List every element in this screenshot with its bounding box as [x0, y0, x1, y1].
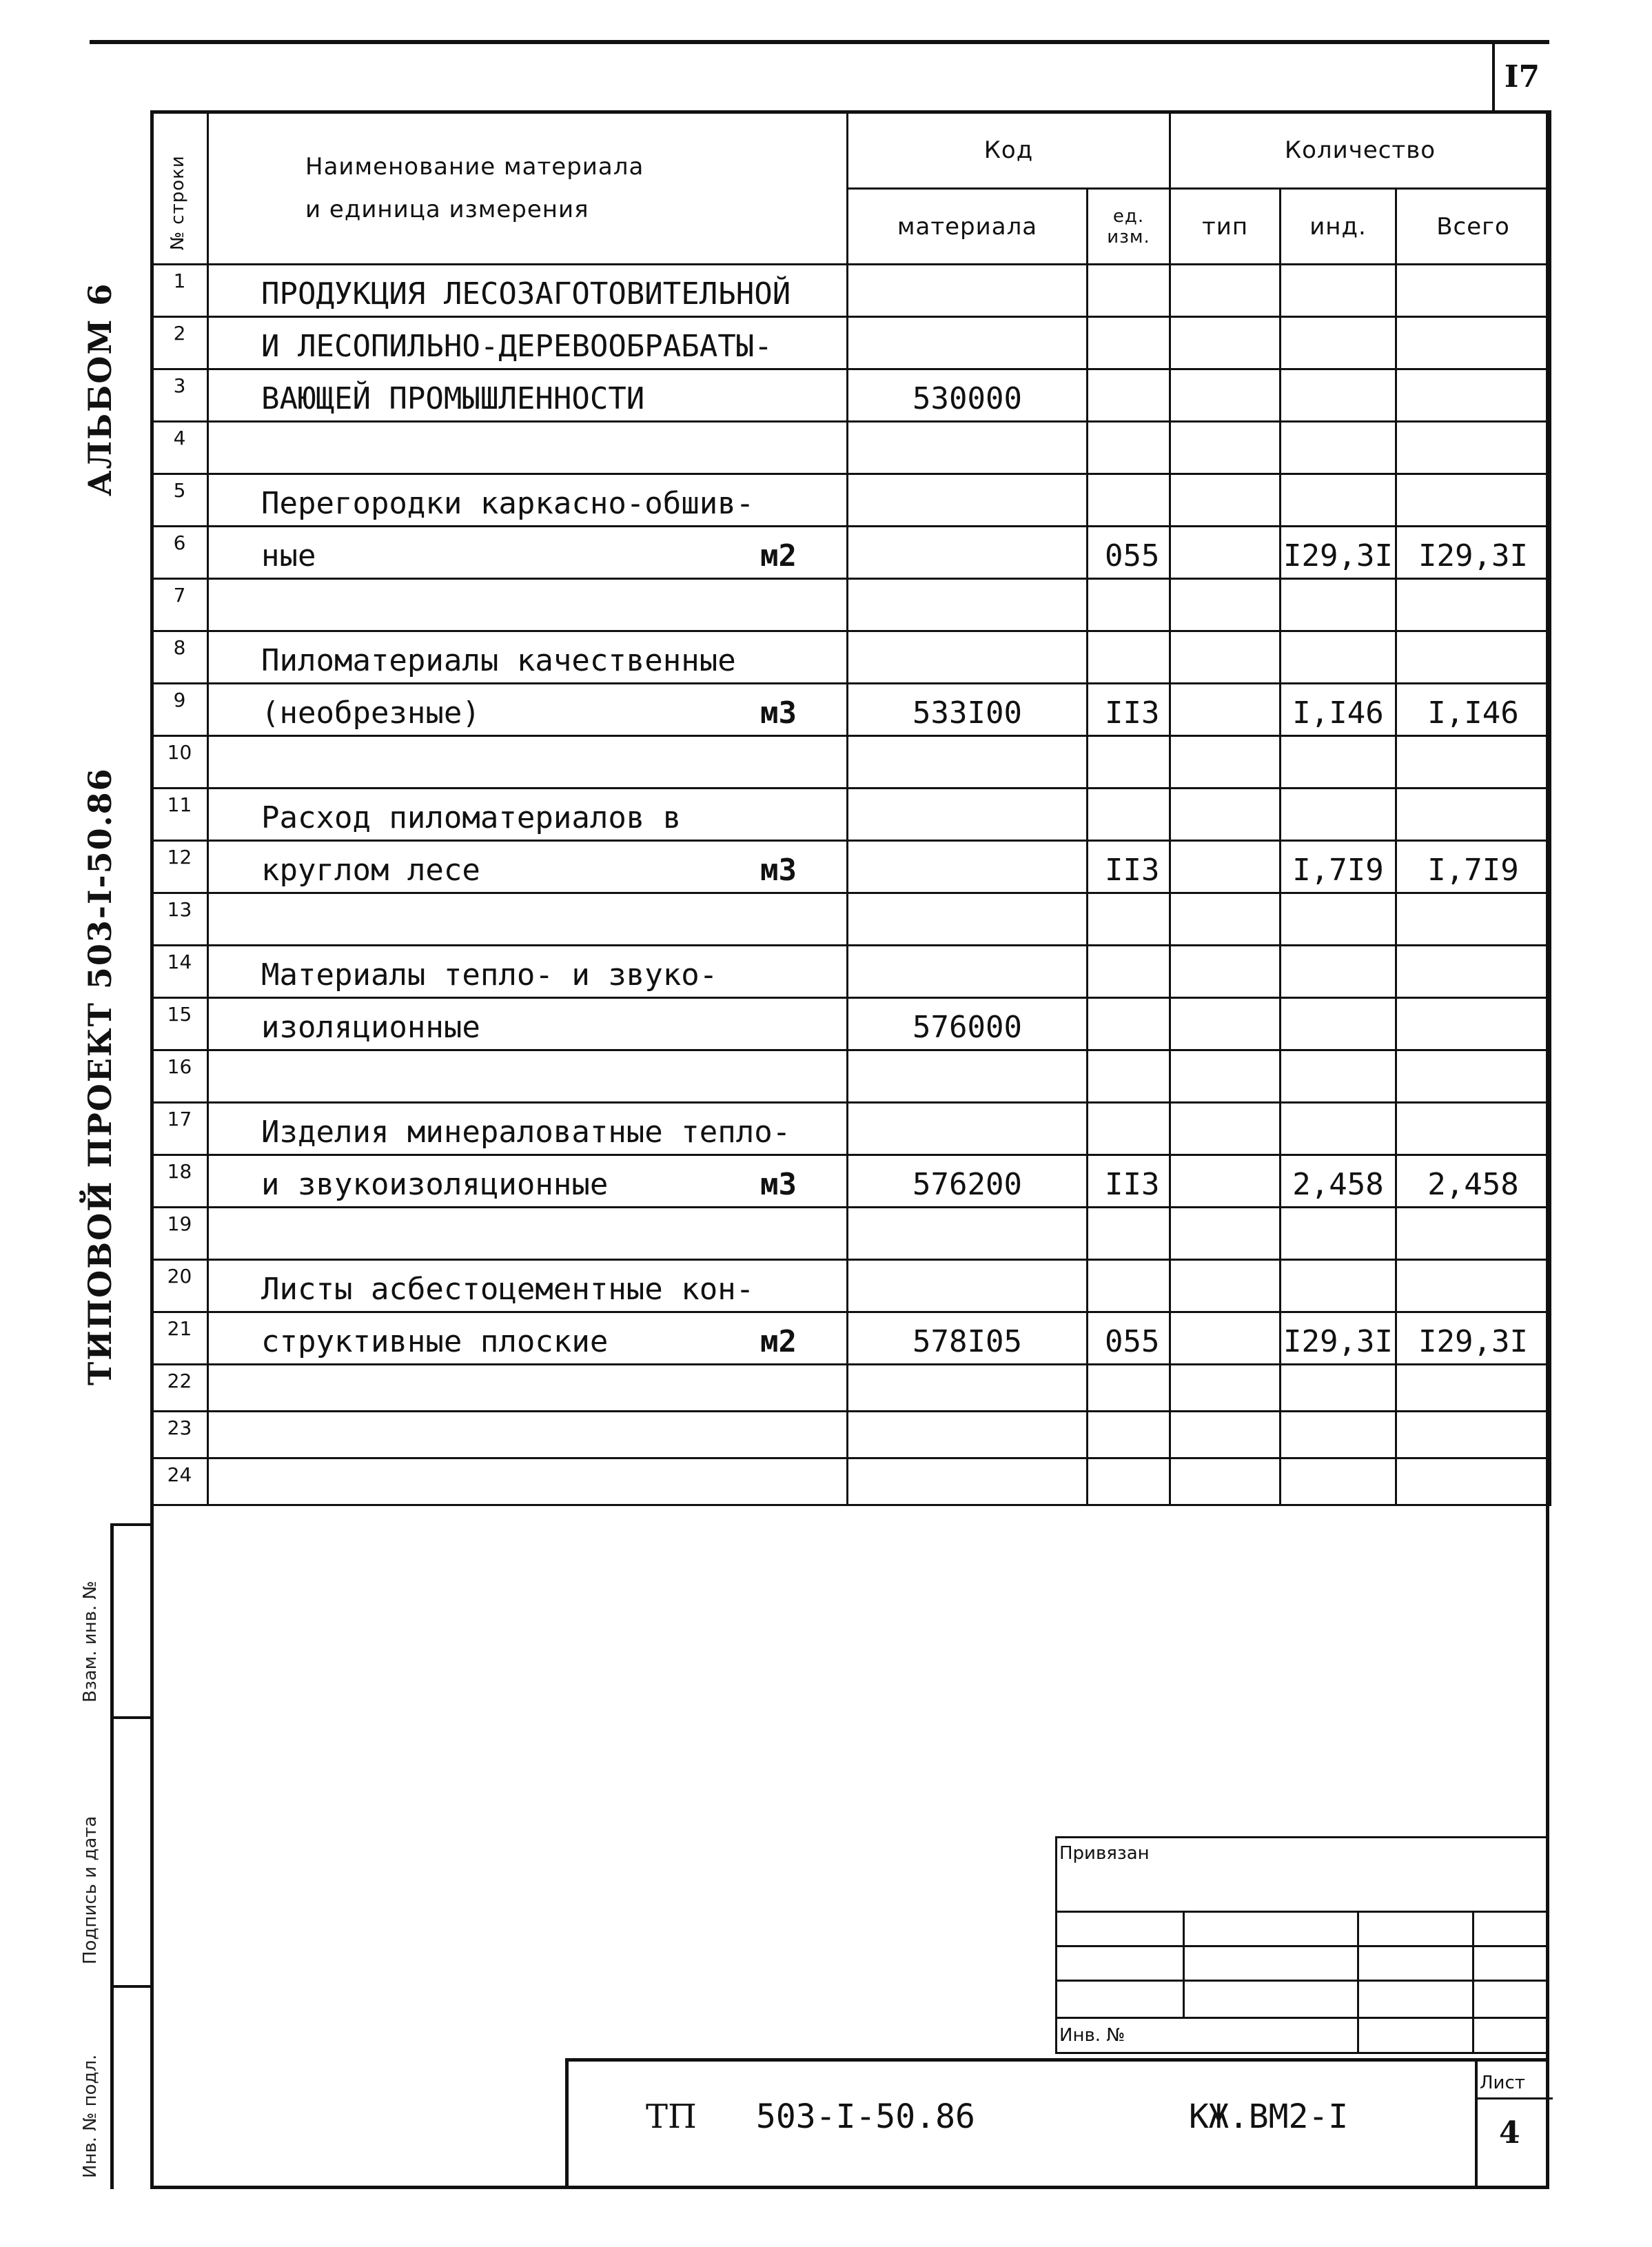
unit-code [1088, 1365, 1170, 1412]
material-name-text: ВАЮЩЕЙ ПРОМЫШЛЕННОСТИ [261, 381, 645, 416]
unit-code: II3 [1088, 841, 1170, 893]
project-code: 503-I-50.86 [756, 2097, 975, 2136]
table-row [152, 1050, 1551, 1103]
qty-ind [1281, 265, 1396, 317]
qty-total: I29,3I [1396, 1312, 1551, 1365]
material-code [848, 893, 1088, 946]
qty-total: I,7I9 [1396, 841, 1551, 893]
material-unit: м3 [760, 695, 797, 731]
unit-code: 055 [1088, 1312, 1170, 1365]
qty-type [1170, 1365, 1281, 1412]
material-code [848, 265, 1088, 317]
qty-type [1170, 317, 1281, 369]
tp-label: ТП [646, 2097, 697, 2136]
material-code [848, 789, 1088, 841]
material-name-text: (необрезные) [261, 695, 480, 731]
table-row [152, 1365, 1551, 1412]
material-name [208, 1260, 848, 1312]
qty-ind [1281, 369, 1396, 422]
row-number: 24 [152, 1458, 208, 1505]
qty-total [1396, 474, 1551, 527]
unit-code [1088, 1458, 1170, 1505]
table-row [152, 1458, 1551, 1505]
qty-total [1396, 789, 1551, 841]
unit-code [1088, 1208, 1170, 1260]
unit-code: II3 [1088, 1155, 1170, 1208]
row-number: 23 [152, 1412, 208, 1458]
qty-total [1396, 1412, 1551, 1458]
row-number: 17 [152, 1103, 208, 1155]
material-name-text: Материалы тепло- и звуко- [261, 957, 718, 993]
qty-type [1170, 369, 1281, 422]
margin-divider-3 [110, 1985, 152, 1988]
qty-ind [1281, 474, 1396, 527]
unit-code [1088, 422, 1170, 474]
linked-stamp [1055, 1836, 1549, 2054]
row-number: 19 [152, 1208, 208, 1260]
qty-type [1170, 474, 1281, 527]
table-row [152, 579, 1551, 631]
material-code [848, 1412, 1088, 1458]
material-name [208, 369, 848, 422]
row-number: 2 [152, 317, 208, 369]
table-row [152, 736, 1551, 789]
qty-type [1170, 998, 1281, 1050]
material-code [848, 527, 1088, 579]
material-name [208, 1458, 848, 1505]
material-code: 578I05 [848, 1312, 1088, 1365]
material-name [208, 1208, 848, 1260]
material-code [848, 317, 1088, 369]
material-unit: м3 [760, 853, 797, 888]
row-number: 13 [152, 893, 208, 946]
qty-type [1170, 1208, 1281, 1260]
table-row [152, 1155, 1551, 1208]
unit-code [1088, 631, 1170, 684]
material-name-text: И ЛЕСОПИЛЬНО-ДЕРЕВООБРАБАТЫ- [261, 329, 773, 364]
qty-ind [1281, 789, 1396, 841]
unit-code: II3 [1088, 684, 1170, 736]
material-name [208, 527, 848, 579]
qty-ind [1281, 1050, 1396, 1103]
material-name [208, 1050, 848, 1103]
margin-divider-1 [110, 1523, 152, 1526]
qty-ind [1281, 893, 1396, 946]
header-qty-total: Всего [1396, 189, 1551, 265]
material-name [208, 579, 848, 631]
material-name-text: ПРОДУКЦИЯ ЛЕСОЗАГОТОВИТЕЛЬНОЙ [261, 276, 791, 312]
material-code: 576000 [848, 998, 1088, 1050]
header-code: Код [848, 112, 1170, 189]
qty-ind [1281, 422, 1396, 474]
material-name [208, 317, 848, 369]
qty-type [1170, 631, 1281, 684]
material-code [848, 736, 1088, 789]
unit-code [1088, 369, 1170, 422]
table-row [152, 631, 1551, 684]
qty-total [1396, 422, 1551, 474]
qty-total [1396, 1365, 1551, 1412]
row-number: 6 [152, 527, 208, 579]
project-label: ТИПОВОЙ ПРОЕКТ 503-I-50.86 [81, 767, 119, 1385]
material-code [848, 1365, 1088, 1412]
margin-divider-2 [110, 1716, 152, 1719]
material-code [848, 474, 1088, 527]
qty-type [1170, 579, 1281, 631]
material-code [848, 1260, 1088, 1312]
table-row [152, 946, 1551, 998]
material-name [208, 1155, 848, 1208]
material-name [208, 1365, 848, 1412]
row-number: 15 [152, 998, 208, 1050]
header-code-material: материала [848, 189, 1088, 265]
qty-type [1170, 789, 1281, 841]
material-code: 576200 [848, 1155, 1088, 1208]
material-name [208, 736, 848, 789]
document-code: КЖ.ВМ2-I [1189, 2097, 1349, 2136]
unit-code [1088, 265, 1170, 317]
row-number: 16 [152, 1050, 208, 1103]
material-code [848, 1050, 1088, 1103]
table-row [152, 684, 1551, 736]
sheet-value: 4 [1499, 2115, 1520, 2151]
qty-ind [1281, 998, 1396, 1050]
material-name [208, 422, 848, 474]
qty-total [1396, 1050, 1551, 1103]
table-row [152, 1412, 1551, 1458]
row-number: 22 [152, 1365, 208, 1412]
qty-total: I,I46 [1396, 684, 1551, 736]
top-rule [90, 40, 1549, 44]
qty-total [1396, 946, 1551, 998]
material-name [208, 841, 848, 893]
material-name [208, 789, 848, 841]
qty-total [1396, 369, 1551, 422]
qty-ind [1281, 1208, 1396, 1260]
qty-type [1170, 1458, 1281, 1505]
table-row [152, 789, 1551, 841]
qty-ind [1281, 946, 1396, 998]
qty-type [1170, 422, 1281, 474]
table-row [152, 317, 1551, 369]
qty-ind: I,I46 [1281, 684, 1396, 736]
qty-ind [1281, 1260, 1396, 1312]
title-block [565, 2058, 1549, 2189]
qty-type [1170, 1312, 1281, 1365]
qty-ind: I29,3I [1281, 1312, 1396, 1365]
material-unit: м2 [760, 1324, 797, 1359]
unit-code [1088, 736, 1170, 789]
qty-ind [1281, 1412, 1396, 1458]
table-row [152, 893, 1551, 946]
linked-label: Привязан [1059, 1843, 1150, 1864]
qty-ind [1281, 631, 1396, 684]
material-name-text: структивные плоские [261, 1324, 609, 1359]
qty-total [1396, 893, 1551, 946]
material-name-text: Пиломатериалы качественные [261, 643, 736, 678]
material-name-text: круглом лесе [261, 853, 480, 888]
unit-code [1088, 946, 1170, 998]
material-name [208, 893, 848, 946]
row-number: 3 [152, 369, 208, 422]
material-name-text: и звукоизоляционные [261, 1167, 609, 1202]
material-spec-table [150, 110, 1551, 1506]
material-name [208, 474, 848, 527]
qty-total [1396, 998, 1551, 1050]
material-code: 533I00 [848, 684, 1088, 736]
material-name [208, 684, 848, 736]
material-name [208, 1312, 848, 1365]
margin-border-left [110, 1523, 114, 2189]
header-code-unit: ед. изм. [1088, 189, 1170, 265]
table-row [152, 422, 1551, 474]
qty-type [1170, 1155, 1281, 1208]
material-code [848, 946, 1088, 998]
qty-ind [1281, 1365, 1396, 1412]
unit-code [1088, 317, 1170, 369]
material-code [848, 1458, 1088, 1505]
unit-code [1088, 1412, 1170, 1458]
qty-total: 2,458 [1396, 1155, 1551, 1208]
row-number: 4 [152, 422, 208, 474]
qty-type [1170, 1260, 1281, 1312]
table-row [152, 265, 1551, 317]
unit-code [1088, 579, 1170, 631]
table-row [152, 1312, 1551, 1365]
material-code [848, 1103, 1088, 1155]
unit-code [1088, 474, 1170, 527]
material-name-text: изоляционные [261, 1010, 480, 1045]
table-row [152, 1103, 1551, 1155]
row-number: 8 [152, 631, 208, 684]
unit-code: 055 [1088, 527, 1170, 579]
row-number: 11 [152, 789, 208, 841]
qty-type [1170, 736, 1281, 789]
material-unit: м2 [760, 538, 797, 573]
unit-code [1088, 893, 1170, 946]
material-name-text: Расход пиломатериалов в [261, 800, 682, 835]
unit-code [1088, 789, 1170, 841]
header-qty-ind: инд. [1281, 189, 1396, 265]
qty-type [1170, 1412, 1281, 1458]
row-number: 18 [152, 1155, 208, 1208]
material-code [848, 1208, 1088, 1260]
material-name [208, 998, 848, 1050]
qty-type [1170, 841, 1281, 893]
header-quantity: Количество [1170, 112, 1551, 189]
table-row [152, 527, 1551, 579]
unit-code [1088, 1050, 1170, 1103]
header-name: Наименование материала и единица измерения [208, 112, 848, 265]
margin-replacement-inv: Взам. инв. № [80, 1580, 101, 1702]
material-name [208, 1412, 848, 1458]
qty-ind [1281, 579, 1396, 631]
unit-code [1088, 1103, 1170, 1155]
album-label: АЛЬБОМ 6 [81, 282, 119, 496]
qty-ind: I,7I9 [1281, 841, 1396, 893]
table-row [152, 998, 1551, 1050]
unit-code [1088, 998, 1170, 1050]
material-name-text: ные [261, 538, 316, 573]
sheet-label: Лист [1480, 2073, 1525, 2093]
qty-ind [1281, 736, 1396, 789]
qty-type [1170, 684, 1281, 736]
inv-no-label: Инв. № [1059, 2025, 1125, 2046]
material-name [208, 1103, 848, 1155]
qty-total [1396, 317, 1551, 369]
row-number: 7 [152, 579, 208, 631]
material-unit: м3 [760, 1167, 797, 1202]
row-number: 21 [152, 1312, 208, 1365]
qty-ind: I29,3I [1281, 527, 1396, 579]
qty-ind [1281, 1458, 1396, 1505]
sheet-number: I7 [1492, 43, 1549, 110]
material-code: 530000 [848, 369, 1088, 422]
margin-inv-orig: Инв. № подл. [80, 2054, 101, 2178]
qty-type [1170, 265, 1281, 317]
row-number: 20 [152, 1260, 208, 1312]
material-code [848, 422, 1088, 474]
qty-type [1170, 1050, 1281, 1103]
qty-type [1170, 893, 1281, 946]
qty-total [1396, 265, 1551, 317]
material-name [208, 946, 848, 998]
material-code [848, 841, 1088, 893]
table-row [152, 1260, 1551, 1312]
unit-code [1088, 1260, 1170, 1312]
qty-total: I29,3I [1396, 527, 1551, 579]
qty-total [1396, 1103, 1551, 1155]
qty-type [1170, 1103, 1281, 1155]
header-qty-type: тип [1170, 189, 1281, 265]
row-number: 1 [152, 265, 208, 317]
material-code [848, 631, 1088, 684]
qty-total [1396, 579, 1551, 631]
margin-signature-date: Подпись и дата [80, 1816, 101, 1964]
material-name-text: Перегородки каркасно-обшив- [261, 486, 755, 521]
qty-total [1396, 631, 1551, 684]
qty-ind [1281, 1103, 1396, 1155]
qty-total [1396, 1260, 1551, 1312]
qty-ind: 2,458 [1281, 1155, 1396, 1208]
material-name-text: Изделия минераловатные тепло- [261, 1115, 791, 1150]
table-row [152, 474, 1551, 527]
qty-total [1396, 736, 1551, 789]
material-name [208, 631, 848, 684]
row-number: 10 [152, 736, 208, 789]
qty-total [1396, 1458, 1551, 1505]
qty-type [1170, 527, 1281, 579]
table-row [152, 1208, 1551, 1260]
table-row [152, 841, 1551, 893]
material-name [208, 265, 848, 317]
qty-total [1396, 1208, 1551, 1260]
row-number: 14 [152, 946, 208, 998]
row-number: 5 [152, 474, 208, 527]
row-number: 12 [152, 841, 208, 893]
material-code [848, 579, 1088, 631]
qty-ind [1281, 317, 1396, 369]
table-row [152, 369, 1551, 422]
qty-type [1170, 946, 1281, 998]
header-row-number: № строки [152, 112, 208, 265]
material-name-text: Листы асбестоцементные кон- [261, 1272, 755, 1307]
row-number: 9 [152, 684, 208, 736]
